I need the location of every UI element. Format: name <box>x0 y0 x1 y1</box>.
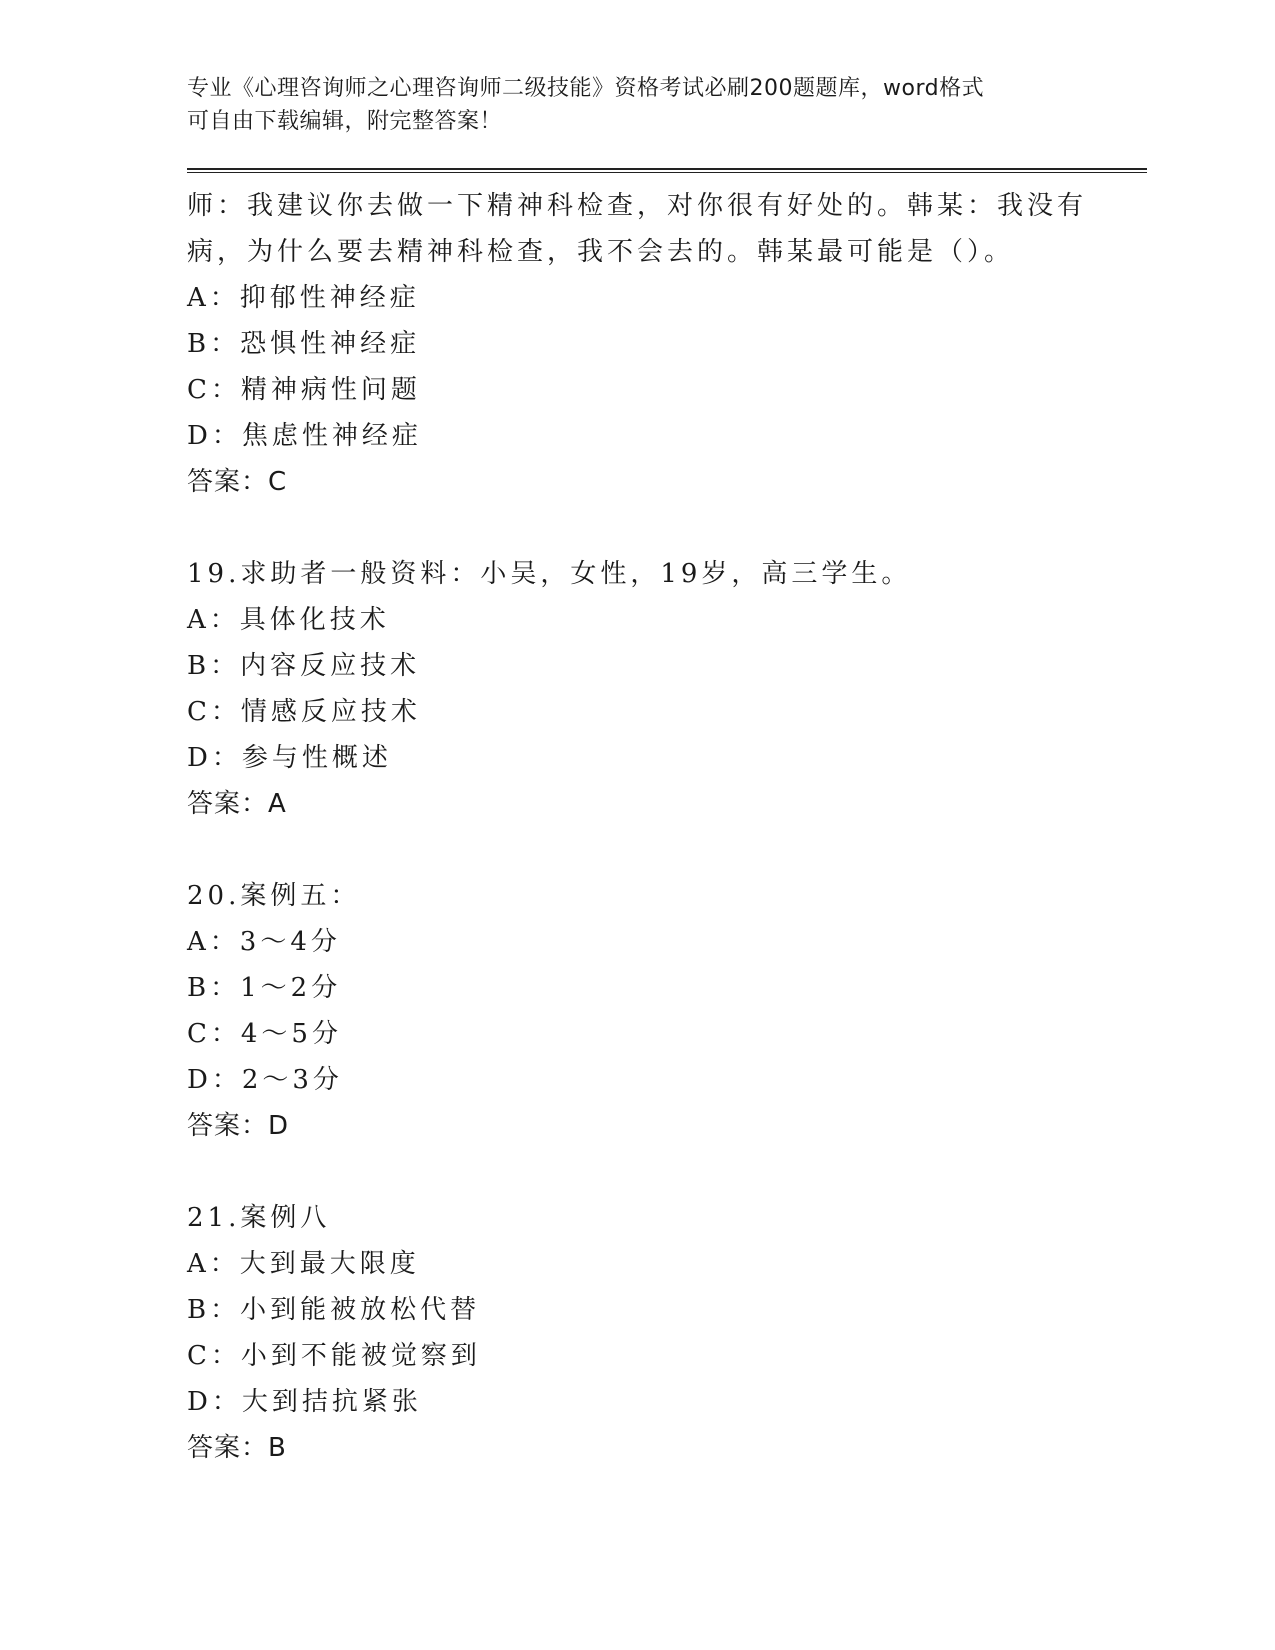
question-stem-line: 病，为什么要去精神科检查，我不会去的。韩某最可能是（）。 <box>187 237 1015 267</box>
question-21 <box>187 1195 1147 1471</box>
header-divider <box>187 168 1147 173</box>
option-a: A：大到最大限度 <box>187 1249 420 1279</box>
answer-line: 答案：D <box>187 1111 290 1141</box>
option-b: B：1～2分 <box>187 973 342 1003</box>
answer-line: 答案：B <box>187 1433 287 1463</box>
option-c: C：小到不能被觉察到 <box>187 1341 481 1371</box>
option-d: D：焦虑性神经症 <box>187 421 422 451</box>
question-20 <box>187 873 1147 1149</box>
option-a: A：3～4分 <box>187 927 341 957</box>
document-header <box>187 72 1147 138</box>
option-a: A：抑郁性神经症 <box>187 283 420 313</box>
header-line-1: 专业《心理咨询师之心理咨询师二级技能》资格考试必刷200题题库，word格式 <box>187 76 985 101</box>
option-c: C：4～5分 <box>187 1019 342 1049</box>
option-a: A：具体化技术 <box>187 605 390 635</box>
question-stem: 19.求助者一般资料：小吴，女性，19岁，高三学生。 <box>187 559 912 589</box>
question-18-continuation <box>187 183 1147 505</box>
option-c: C：精神病性问题 <box>187 375 421 405</box>
answer-line: 答案：C <box>187 467 288 497</box>
option-b: B：恐惧性神经症 <box>187 329 421 359</box>
question-19 <box>187 551 1147 827</box>
question-stem-line: 师：我建议你去做一下精神科检查，对你很有好处的。韩某：我没有 <box>187 191 1088 221</box>
option-b: B：小到能被放松代替 <box>187 1295 481 1325</box>
option-c: C：情感反应技术 <box>187 697 421 727</box>
question-stem: 20.案例五： <box>187 881 361 911</box>
header-line-2: 可自由下载编辑，附完整答案！ <box>187 109 503 134</box>
answer-line: 答案：A <box>187 789 287 819</box>
option-b: B：内容反应技术 <box>187 651 421 681</box>
option-d: D：大到拮抗紧张 <box>187 1387 422 1417</box>
document-page <box>187 72 1147 1471</box>
option-d: D：2～3分 <box>187 1065 343 1095</box>
question-stem: 21.案例八 <box>187 1203 331 1233</box>
option-d: D：参与性概述 <box>187 743 392 773</box>
